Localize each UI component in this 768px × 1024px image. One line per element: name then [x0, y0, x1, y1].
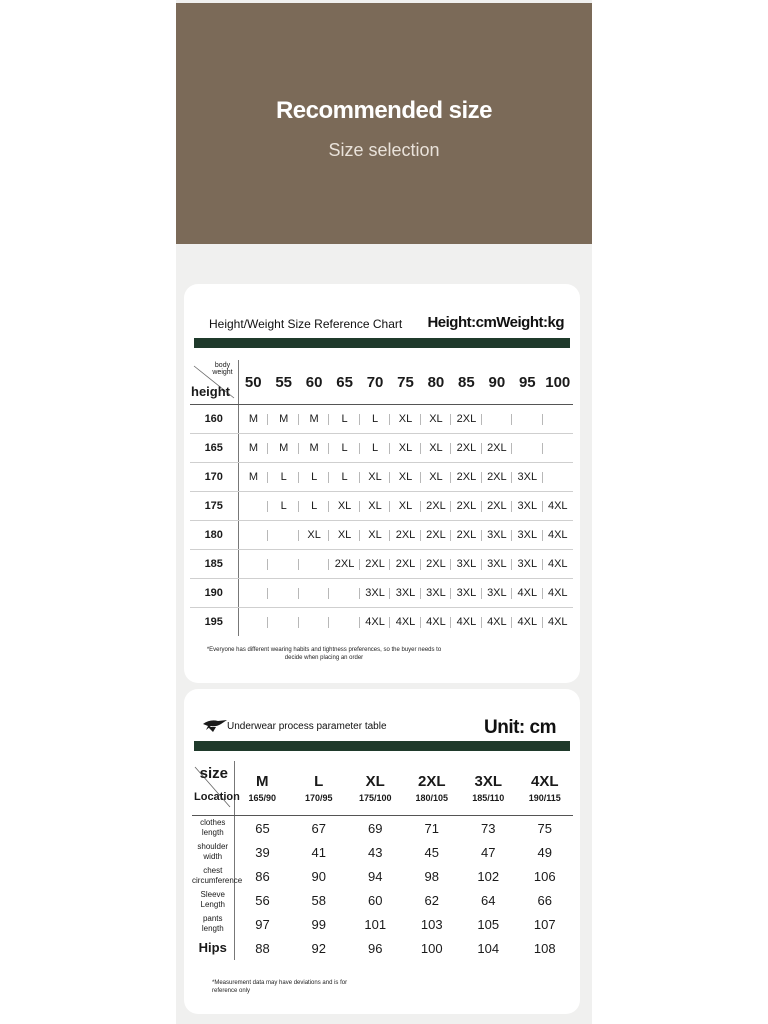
size-cell: 2XL — [451, 521, 481, 550]
measurement-row — [192, 864, 573, 888]
size-cell: 2XL — [421, 492, 451, 521]
size-cell: L — [329, 434, 359, 463]
measurement-value: 98 — [424, 868, 439, 884]
size-cell: L — [329, 463, 359, 492]
measurement-value: 103 — [420, 916, 443, 932]
measurement-value: 58 — [311, 892, 326, 908]
height-label: 165 — [190, 434, 238, 463]
measurement-value: 94 — [368, 868, 383, 884]
measurement-value: 99 — [311, 916, 326, 932]
weight-header: 55 — [268, 360, 298, 405]
size-cell: 4XL — [543, 492, 573, 521]
measurement-value: 86 — [255, 868, 270, 884]
weight-header: 85 — [451, 360, 481, 405]
size-cell: XL — [329, 492, 359, 521]
size-cell: 2XL — [451, 492, 481, 521]
parameter-note: *Measurement data may have deviations and is for reference only — [212, 980, 348, 994]
measurement-row — [192, 816, 573, 841]
size-cell: L — [299, 492, 329, 521]
size-cell — [238, 521, 268, 550]
size-code: M — [256, 773, 269, 790]
height-row — [190, 463, 573, 492]
weight-header: 90 — [482, 360, 512, 405]
size-cell — [543, 463, 573, 492]
corner-label-height: height — [191, 384, 230, 399]
size-cell: 2XL — [421, 521, 451, 550]
size-cell — [238, 550, 268, 579]
measurement-value: 104 — [477, 940, 500, 956]
height-row — [190, 434, 573, 463]
size-cell: 3XL — [451, 550, 481, 579]
size-cell: 3XL — [512, 492, 542, 521]
size-cell — [268, 579, 298, 608]
size-cell: XL — [421, 434, 451, 463]
height-label: 170 — [190, 463, 238, 492]
parameter-table — [192, 761, 573, 960]
height-weight-table — [190, 360, 573, 636]
measurement-value: 107 — [533, 916, 556, 932]
measurement-value: 41 — [311, 844, 326, 860]
size-header-row — [192, 761, 573, 816]
size-ref: 185/110 — [472, 793, 505, 803]
height-weight-card — [184, 284, 580, 683]
height-row — [190, 405, 573, 434]
size-cell: 2XL — [390, 550, 420, 579]
size-cell: 4XL — [543, 521, 573, 550]
size-cell: XL — [421, 405, 451, 434]
size-cell — [299, 550, 329, 579]
size-cell — [268, 521, 298, 550]
size-cell — [329, 608, 359, 637]
size-cell — [512, 405, 542, 434]
measurement-label: chest circumference — [192, 864, 234, 888]
height-row — [190, 550, 573, 579]
corner-label-weight: body weight — [212, 362, 233, 376]
size-cell: 3XL — [482, 550, 512, 579]
measurement-value: 73 — [481, 820, 496, 836]
size-cell: XL — [390, 405, 420, 434]
size-cell: XL — [421, 463, 451, 492]
size-cell: 4XL — [547, 616, 568, 628]
measurement-value: 67 — [311, 820, 326, 836]
measurement-value: 97 — [255, 916, 270, 932]
size-cell: 2XL — [451, 405, 481, 434]
size-cell: 3XL — [512, 550, 542, 579]
size-cell: M — [299, 434, 329, 463]
size-cell: XL — [390, 434, 420, 463]
size-cell — [543, 434, 573, 463]
divider-bar — [194, 741, 570, 751]
weight-header: 80 — [421, 360, 451, 405]
measurement-label: clothes length — [192, 816, 234, 841]
size-cell: 3XL — [451, 579, 481, 608]
size-cell: L — [268, 492, 298, 521]
measurement-value: 64 — [481, 892, 496, 908]
size-code: 3XL — [474, 773, 502, 790]
size-cell: 4XL — [451, 608, 481, 637]
measurement-value: 60 — [368, 892, 383, 908]
table-corner — [192, 761, 240, 816]
size-cell: XL — [390, 492, 420, 521]
size-code: L — [314, 773, 324, 790]
measurement-row — [192, 888, 573, 912]
size-cell: L — [329, 405, 359, 434]
size-cell: 3XL — [390, 579, 420, 608]
size-header — [460, 761, 517, 816]
size-cell: 4XL — [421, 608, 451, 637]
measurement-value: 88 — [255, 940, 270, 956]
size-cell: 2XL — [421, 550, 451, 579]
size-cell: 2XL — [360, 550, 390, 579]
size-cell: 3XL — [482, 579, 512, 608]
size-header — [404, 761, 461, 816]
size-header — [234, 761, 291, 816]
size-cell: L — [268, 463, 298, 492]
height-row — [190, 521, 573, 550]
size-ref: 175/100 — [358, 793, 392, 803]
measurement-value: 100 — [420, 940, 443, 956]
size-cell: L — [360, 434, 390, 463]
weight-header: 65 — [329, 360, 359, 405]
measurement-value: 106 — [533, 868, 556, 884]
measurement-value: 65 — [255, 820, 270, 836]
size-cell: XL — [360, 492, 390, 521]
size-cell: 2XL — [482, 463, 512, 492]
size-cell: 4XL — [543, 550, 573, 579]
corner-label-size: size — [199, 765, 228, 782]
measurement-value: 49 — [537, 844, 552, 860]
measurement-value: 47 — [481, 844, 496, 860]
size-cell — [543, 405, 573, 434]
measurement-value: 90 — [311, 868, 326, 884]
measurement-value: 39 — [255, 844, 270, 860]
size-cell — [238, 608, 268, 637]
size-cell: M — [238, 463, 268, 492]
measurement-value: 102 — [477, 868, 500, 884]
height-label: 195 — [190, 608, 238, 637]
size-cell: L — [299, 463, 329, 492]
height-weight-chart-title: Height/Weight Size Reference Chart — [209, 317, 403, 331]
size-cell — [329, 579, 359, 608]
measurement-value: 43 — [368, 844, 383, 860]
size-cell: 3XL — [482, 521, 512, 550]
height-row — [190, 608, 573, 637]
size-cell: 4XL — [360, 608, 390, 637]
measurement-value: 75 — [537, 820, 552, 836]
measurement-label: shoulder width — [192, 840, 234, 864]
size-cell: M — [238, 434, 268, 463]
measurement-value: 71 — [424, 820, 439, 836]
size-code: 4XL — [530, 773, 559, 790]
size-cell: 4XL — [512, 608, 542, 637]
measurement-value: 92 — [311, 940, 326, 956]
parameter-card — [184, 689, 580, 1014]
size-code: 2XL — [417, 773, 446, 790]
size-cell — [238, 492, 268, 521]
weight-header: 100 — [543, 360, 573, 405]
size-cell: L — [360, 405, 390, 434]
weight-header: 95 — [512, 360, 542, 405]
measurement-value: 66 — [537, 892, 552, 908]
page-subtitle: Size selection — [328, 140, 440, 160]
size-cell: XL — [360, 521, 390, 550]
size-cell: XL — [360, 463, 390, 492]
size-cell: 4XL — [543, 579, 573, 608]
weight-header-row — [190, 360, 573, 405]
brand-logo-icon — [202, 718, 228, 734]
size-cell: 2XL — [482, 492, 512, 521]
size-cell — [299, 579, 329, 608]
weight-header: 70 — [360, 360, 390, 405]
size-code: XL — [365, 773, 385, 790]
height-row — [190, 579, 573, 608]
measurement-value: 101 — [364, 916, 387, 932]
divider-bar — [194, 338, 570, 348]
size-cell: 3XL — [421, 579, 451, 608]
size-cell: 4XL — [390, 608, 420, 637]
size-cell — [482, 405, 512, 434]
size-header — [517, 761, 574, 816]
page-title: Recommended size — [275, 97, 493, 124]
weight-header: 75 — [390, 360, 420, 405]
size-cell: 3XL — [360, 579, 390, 608]
measurement-value: 96 — [368, 940, 383, 956]
size-cell: 3XL — [512, 463, 542, 492]
measurement-value: 108 — [533, 940, 556, 956]
measurement-row — [192, 912, 573, 936]
height-label: 160 — [190, 405, 238, 434]
height-weight-unit: Height:cmWeight:kg — [427, 314, 564, 331]
measurement-value: 56 — [255, 892, 270, 908]
size-cell: M — [268, 434, 298, 463]
size-cell: XL — [329, 521, 359, 550]
size-ref: 190/115 — [528, 793, 561, 803]
height-label: 190 — [190, 579, 238, 608]
height-row — [190, 492, 573, 521]
measurement-label: Hips — [192, 936, 234, 960]
size-cell: XL — [390, 463, 420, 492]
size-cell — [512, 434, 542, 463]
table-corner — [190, 360, 238, 405]
corner-label-location: Location — [194, 791, 240, 803]
height-label: 185 — [190, 550, 238, 579]
header-banner — [176, 3, 592, 244]
size-cell: 2XL — [451, 463, 481, 492]
size-cell — [299, 608, 329, 637]
size-cell: M — [299, 405, 329, 434]
size-ref: 165/90 — [248, 793, 277, 803]
parameter-table-title: Underwear process parameter table — [227, 721, 387, 732]
parameter-unit: Unit: cm — [484, 717, 556, 738]
size-ref: 170/95 — [304, 793, 333, 803]
size-cell: 4XL — [482, 608, 512, 637]
height-label: 180 — [190, 521, 238, 550]
size-cell: 4XL — [512, 579, 542, 608]
size-cell: XL — [299, 521, 329, 550]
measurement-label: Sleeve Length — [192, 888, 234, 912]
measurement-value: 62 — [424, 892, 439, 908]
size-cell: M — [238, 405, 268, 434]
measurement-label: pants length — [192, 912, 234, 936]
size-header — [347, 761, 404, 816]
measurement-value: 45 — [424, 844, 439, 860]
measurement-row — [192, 936, 573, 960]
size-cell: 2XL — [329, 550, 359, 579]
measurement-value: 69 — [368, 820, 383, 836]
measurement-row — [192, 840, 573, 864]
height-label: 175 — [190, 492, 238, 521]
size-cell: 2XL — [390, 521, 420, 550]
size-cell — [268, 608, 298, 637]
size-header — [291, 761, 348, 816]
height-weight-note: *Everyone has different wearing habits and tightness preferences, so the buyer needs to decide when placing an order — [206, 647, 442, 661]
measurement-value: 105 — [477, 916, 500, 932]
size-cell — [238, 579, 268, 608]
size-cell: 2XL — [482, 434, 512, 463]
weight-header: 50 — [238, 360, 268, 405]
size-cell: 2XL — [451, 434, 481, 463]
size-cell: M — [268, 405, 298, 434]
size-cell — [268, 550, 298, 579]
size-cell: 3XL — [512, 521, 542, 550]
size-ref: 180/105 — [415, 793, 449, 803]
weight-header: 60 — [299, 360, 329, 405]
